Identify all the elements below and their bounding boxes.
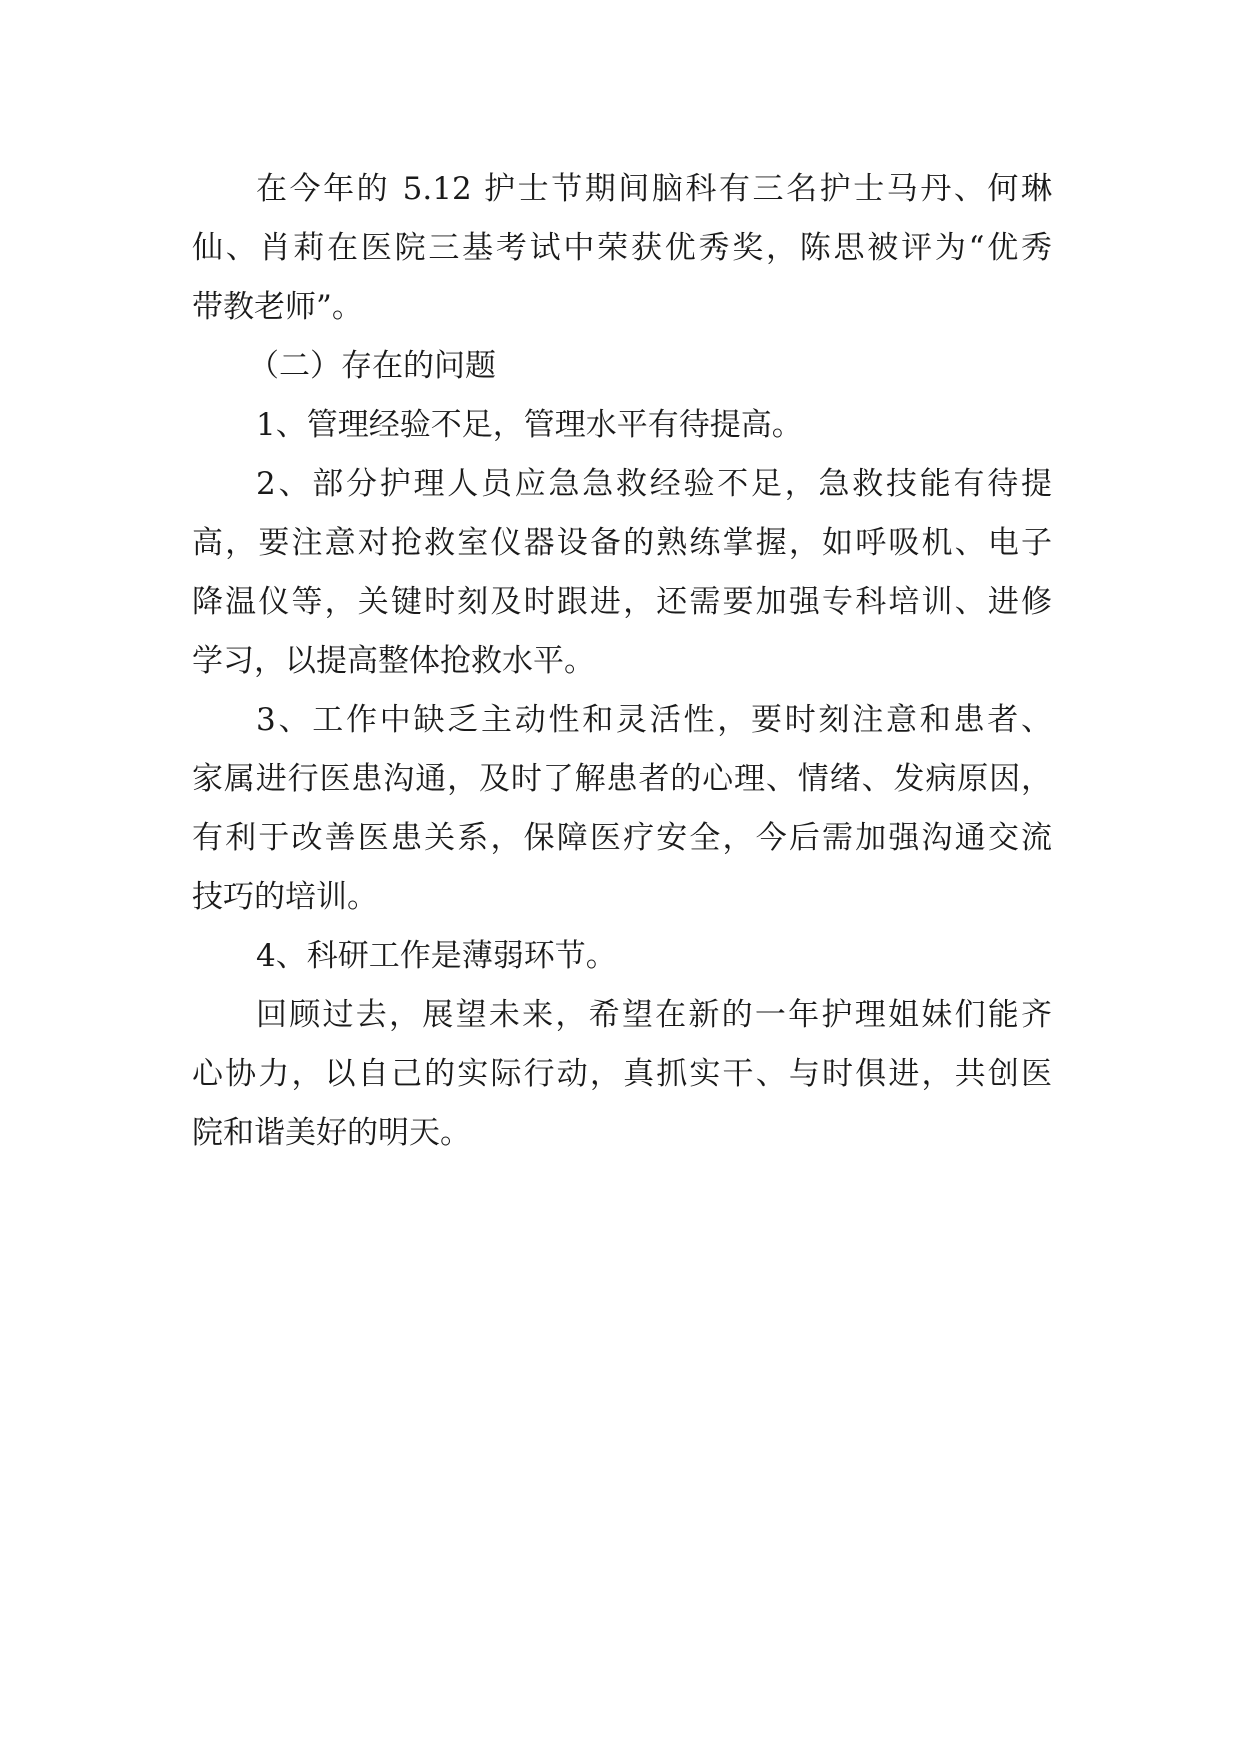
- text-line: 4、科研工作是薄弱环节。: [256, 938, 617, 974]
- text-line: 有利于改善医患关系，保障医疗安全，今后需加强沟通交流: [192, 820, 1052, 856]
- text-line: 2、部分护理人员应急急救经验不足，急救技能有待提: [256, 466, 1052, 502]
- paragraph-problem-4: [192, 927, 1052, 986]
- text-line: 院和谐美好的明天。: [192, 1115, 471, 1151]
- text-line: 回顾过去，展望未来，希望在新的一年护理姐妹们能齐: [256, 997, 1052, 1033]
- text-line: 1、管理经验不足，管理水平有待提高。: [256, 407, 803, 443]
- paragraph-closing: [192, 986, 1052, 1163]
- paragraph-problem-3: [192, 691, 1052, 927]
- text-line: 仙、肖莉在医院三基考试中荣获优秀奖，陈思被评为“优秀: [192, 230, 1052, 266]
- text-line: 在今年的 5.12 护士节期间脑科有三名护士马丹、何琳: [256, 171, 1052, 207]
- document-body: [192, 160, 1052, 1163]
- text-line: 降温仪等，关键时刻及时跟进，还需要加强专科培训、进修: [192, 584, 1052, 620]
- paragraph-problem-2: [192, 455, 1052, 691]
- text-line: 高，要注意对抢救室仪器设备的熟练掌握，如呼吸机、电子: [192, 525, 1052, 561]
- section-heading-problems: [192, 337, 1052, 396]
- text-line: 3、工作中缺乏主动性和灵活性，要时刻注意和患者、: [256, 702, 1052, 738]
- text-line: 带教老师”。: [192, 289, 363, 325]
- text-line: 学习，以提高整体抢救水平。: [192, 643, 595, 679]
- section-heading: （二）存在的问题: [248, 348, 496, 384]
- paragraph-problem-1: [192, 396, 1052, 455]
- text-line: 技巧的培训。: [192, 879, 378, 915]
- paragraph-awards: [192, 160, 1052, 337]
- text-line: 心协力，以自己的实际行动，真抓实干、与时俱进，共创医: [192, 1056, 1052, 1092]
- text-line: 家属进行医患沟通，及时了解患者的心理、情绪、发病原因，: [192, 761, 1052, 797]
